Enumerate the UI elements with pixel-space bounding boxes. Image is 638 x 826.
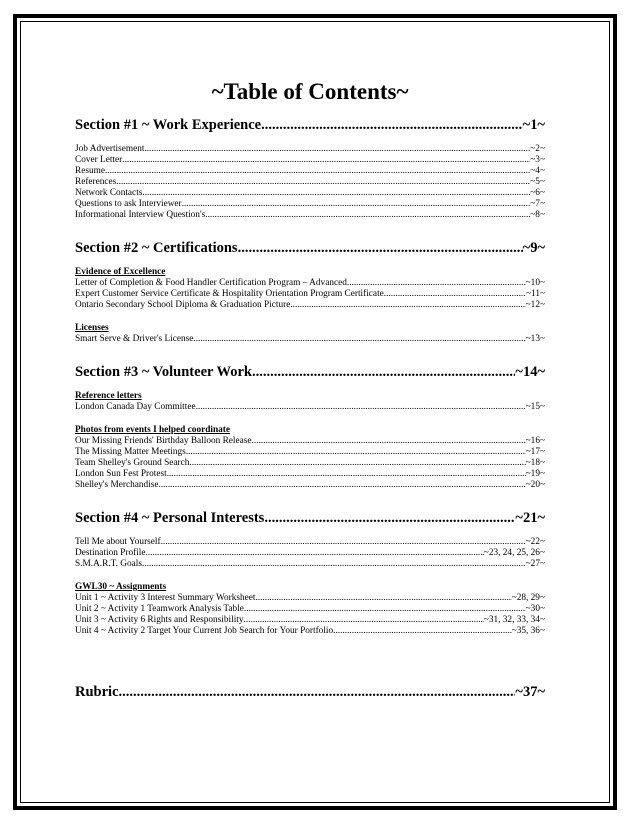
toc-content bbox=[75, 78, 545, 703]
toc-entry[interactable] bbox=[75, 604, 545, 615]
toc-entry[interactable] bbox=[75, 210, 545, 221]
dot-leader bbox=[144, 144, 530, 155]
toc-entry[interactable] bbox=[75, 548, 545, 559]
subsection-heading: Evidence of Excellence bbox=[75, 267, 166, 277]
dot-leader bbox=[122, 155, 530, 166]
dot-leader bbox=[189, 458, 525, 469]
entry-label: Resume bbox=[75, 166, 105, 176]
dot-leader bbox=[290, 300, 525, 311]
toc-entry[interactable] bbox=[75, 469, 545, 480]
entry-label: Unit 4 ~ Activity 2 Target Your Current Job Search for Your Portfolio bbox=[75, 626, 334, 636]
toc-entry[interactable] bbox=[75, 458, 545, 469]
entry-page: ~4~ bbox=[530, 166, 545, 176]
dot-leader bbox=[244, 604, 526, 615]
toc-entry[interactable] bbox=[75, 155, 545, 166]
entry-label: Unit 2 ~ Activity 1 Teamwork Analysis Table bbox=[75, 604, 244, 614]
entry-label: Job Advertisement bbox=[75, 144, 145, 154]
entry-page: ~7~ bbox=[530, 199, 545, 209]
toc-entry[interactable] bbox=[75, 615, 545, 626]
entry-page: ~23, 24, 25, 26~ bbox=[483, 548, 545, 558]
toc-entry[interactable] bbox=[75, 436, 545, 447]
toc-entry[interactable] bbox=[75, 177, 545, 188]
toc-entry[interactable] bbox=[75, 300, 545, 311]
section-heading-4[interactable] bbox=[75, 507, 545, 529]
section-label: Section #2 ~ Certifications bbox=[75, 240, 238, 256]
subsection-heading: Licenses bbox=[75, 323, 109, 333]
dot-leader bbox=[255, 593, 511, 604]
entry-label: Smart Serve & Driver's License bbox=[75, 334, 194, 344]
toc-entry[interactable] bbox=[75, 626, 545, 637]
dot-leader bbox=[161, 537, 526, 548]
dot-leader bbox=[193, 334, 525, 345]
entry-page: ~30~ bbox=[525, 604, 545, 614]
entry-label: Informational Interview Question's bbox=[75, 210, 206, 220]
dot-leader bbox=[146, 548, 484, 559]
toc-entry[interactable] bbox=[75, 537, 545, 548]
dot-leader bbox=[167, 469, 526, 480]
entry-label: London Canada Day Committee bbox=[75, 402, 196, 412]
entry-label: Expert Customer Service Certificate & Hospitality Orientation Program Certificate bbox=[75, 289, 384, 299]
entry-label: Letter of Completion & Food Handler Certification Program – Advanced bbox=[75, 278, 347, 288]
entry-page: ~16~ bbox=[525, 436, 545, 446]
entry-page: ~2~ bbox=[530, 144, 545, 154]
dot-leader bbox=[116, 177, 530, 188]
entry-label: Tell Me about Yourself bbox=[75, 537, 161, 547]
dot-leader bbox=[347, 278, 526, 289]
dot-leader bbox=[244, 615, 484, 626]
dot-leader bbox=[252, 436, 526, 447]
toc-entry[interactable] bbox=[75, 480, 545, 491]
entry-label: Destination Profile bbox=[75, 548, 146, 558]
entry-page: ~19~ bbox=[525, 469, 545, 479]
section-heading-2[interactable] bbox=[75, 237, 545, 259]
entry-page: ~12~ bbox=[525, 300, 545, 310]
entry-label: Network Contacts bbox=[75, 188, 143, 198]
subsection-heading: GWL30 ~ Assignments bbox=[75, 582, 167, 592]
entry-page: ~18~ bbox=[525, 458, 545, 468]
dot-leader bbox=[252, 361, 515, 383]
toc-entry[interactable] bbox=[75, 144, 545, 155]
dot-leader bbox=[261, 114, 523, 136]
entry-page: ~35, 36~ bbox=[511, 626, 545, 636]
dot-leader bbox=[186, 447, 526, 458]
toc-entry[interactable] bbox=[75, 593, 545, 604]
toc-entry[interactable] bbox=[75, 166, 545, 177]
dot-leader bbox=[105, 166, 530, 177]
entry-label: London Sun Fest Protest bbox=[75, 469, 167, 479]
entry-page: ~8~ bbox=[530, 210, 545, 220]
entry-page: ~31, 32, 33, 34~ bbox=[483, 615, 545, 625]
entry-label: S.M.A.R.T. Goals bbox=[75, 559, 142, 569]
toc-entry[interactable] bbox=[75, 199, 545, 210]
entry-page: ~15~ bbox=[525, 402, 545, 412]
section-label: Rubric bbox=[75, 684, 119, 700]
toc-entry[interactable] bbox=[75, 278, 545, 289]
entry-page: ~28, 29~ bbox=[511, 593, 545, 603]
entry-label: Unit 3 ~ Activity 6 Rights and Responsibility bbox=[75, 615, 244, 625]
dot-leader bbox=[182, 199, 531, 210]
entry-page: ~22~ bbox=[525, 537, 545, 547]
dot-leader bbox=[159, 480, 526, 491]
section-page: ~37~ bbox=[515, 684, 545, 700]
toc-entry[interactable] bbox=[75, 188, 545, 199]
dot-leader bbox=[119, 681, 516, 703]
entry-label: Ontario Secondary School Diploma & Graduation Picture bbox=[75, 300, 291, 310]
entry-label: References bbox=[75, 177, 117, 187]
toc-entry[interactable] bbox=[75, 334, 545, 345]
toc-entry[interactable] bbox=[75, 402, 545, 413]
entry-label: Questions to ask Interviewer bbox=[75, 199, 182, 209]
entry-page: ~10~ bbox=[525, 278, 545, 288]
toc-entry[interactable] bbox=[75, 289, 545, 300]
dot-leader bbox=[384, 289, 526, 300]
dot-leader bbox=[238, 237, 523, 259]
entry-page: ~27~ bbox=[525, 559, 545, 569]
entry-label: The Missing Matter Meetings bbox=[75, 447, 186, 457]
section-label: Section #4 ~ Personal Interests bbox=[75, 510, 265, 526]
dot-leader bbox=[142, 559, 526, 570]
entry-page: ~20~ bbox=[525, 480, 545, 490]
rubric-heading[interactable] bbox=[75, 681, 545, 703]
toc-entry[interactable] bbox=[75, 447, 545, 458]
entry-label: Our Missing Friends' Birthday Balloon Release bbox=[75, 436, 252, 446]
entry-page: ~3~ bbox=[530, 155, 545, 165]
entry-page: ~6~ bbox=[530, 188, 545, 198]
dot-leader bbox=[205, 210, 530, 221]
toc-entry[interactable] bbox=[75, 559, 545, 570]
subsection-heading: Reference letters bbox=[75, 391, 142, 401]
dot-leader bbox=[196, 402, 526, 413]
section-page: ~9~ bbox=[522, 240, 545, 256]
page-title: ~Table of Contents~ bbox=[211, 79, 409, 104]
section-page: ~14~ bbox=[515, 364, 545, 380]
entry-page: ~17~ bbox=[525, 447, 545, 457]
entry-label: Shelley's Merchandise bbox=[75, 480, 159, 490]
section-page: ~21~ bbox=[515, 510, 545, 526]
entry-page: ~13~ bbox=[525, 334, 545, 344]
entry-label: Cover Letter bbox=[75, 155, 123, 165]
section-heading-3[interactable] bbox=[75, 361, 545, 383]
entry-label: Team Shelley's Ground Search bbox=[75, 458, 190, 468]
entry-page: ~5~ bbox=[530, 177, 545, 187]
dot-leader bbox=[142, 188, 530, 199]
section-label: Section #1 ~ Work Experience bbox=[75, 117, 262, 133]
dot-leader bbox=[333, 626, 512, 637]
subsection-heading: Photos from events I helped coordinate bbox=[75, 425, 231, 435]
dot-leader bbox=[264, 507, 515, 529]
section-heading-1[interactable] bbox=[75, 114, 545, 136]
entry-label: Unit 1 ~ Activity 3 Interest Summary Worksheet bbox=[75, 593, 256, 603]
entry-page: ~11~ bbox=[525, 289, 545, 299]
section-label: Section #3 ~ Volunteer Work bbox=[75, 364, 252, 380]
section-page: ~1~ bbox=[522, 117, 545, 133]
